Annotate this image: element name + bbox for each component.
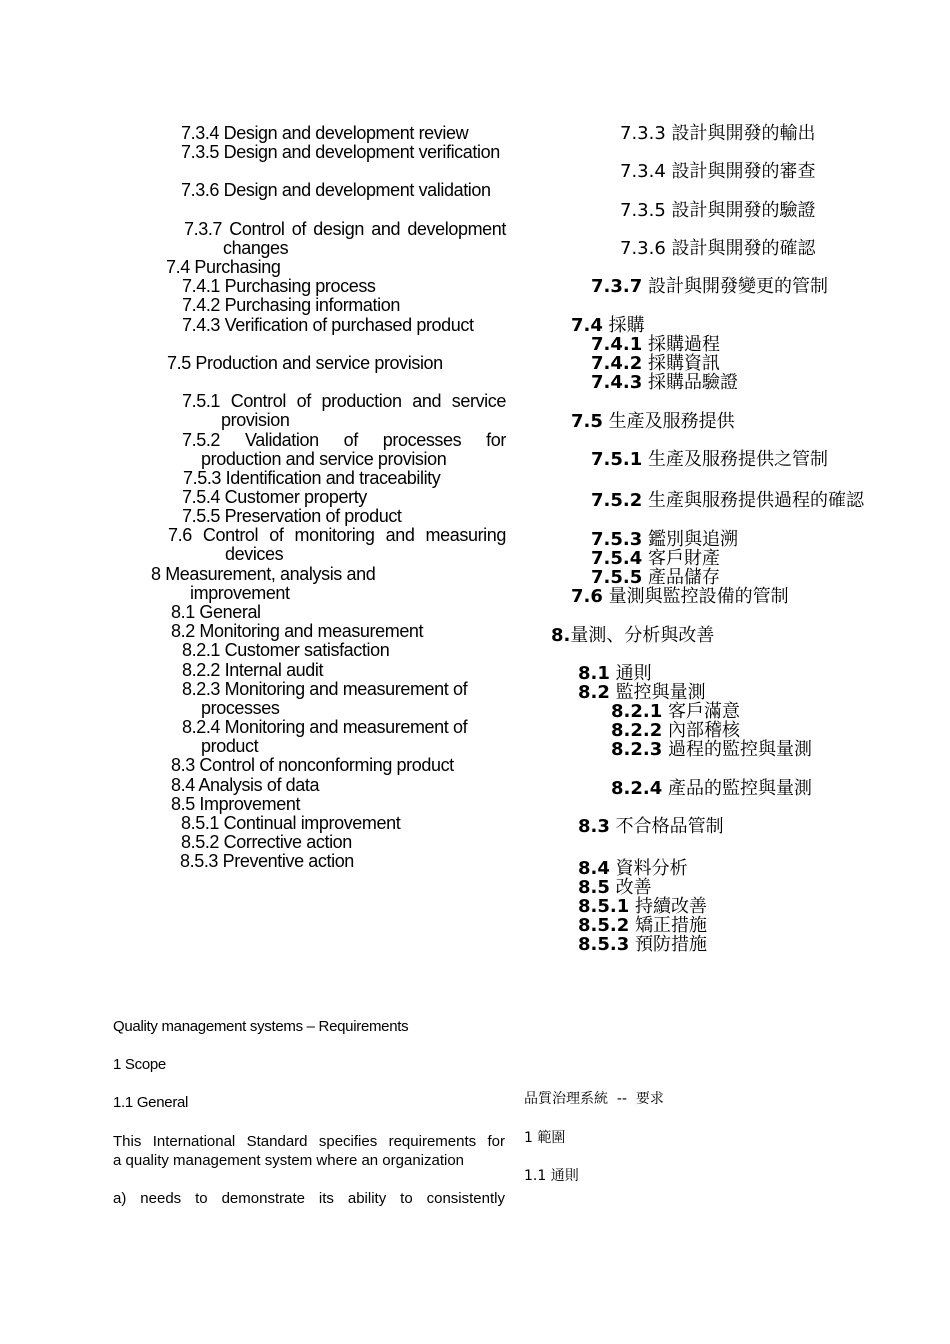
toc-en-item: 8.2.3 Monitoring and measurement of processes xyxy=(182,679,468,719)
section-general-zh: 1.1 通則 xyxy=(524,1168,579,1184)
toc-zh-item: 8.5.1 持續改善 xyxy=(578,896,707,917)
toc-zh-item: 7.5 生產及服務提供 xyxy=(571,411,735,432)
toc-en-item: 7.3.6 Design and development validation xyxy=(181,180,491,200)
toc-zh-item: 8.量測、分析與改善 xyxy=(551,625,715,646)
toc-en-item: 7.6 Control of monitoring and measuring devices xyxy=(168,525,506,565)
toc-zh-item: 7.3.6 設計與開發的確認 xyxy=(620,238,816,259)
toc-en-item: 7.3.5 Design and development verification xyxy=(181,142,500,162)
toc-en-item: 7.4.3 Verification of purchased product xyxy=(182,315,474,335)
toc-en-item: 8.5.2 Corrective action xyxy=(181,832,352,852)
toc-en-item: 7.4.1 Purchasing process xyxy=(182,276,376,296)
toc-zh-item: 8.4 資料分析 xyxy=(578,858,688,879)
toc-en-item: 7.5.1 Control of production and service provision xyxy=(182,391,506,431)
doc-title-en: Quality management systems – Requirements xyxy=(113,1018,409,1035)
toc-zh-item: 8.2.2 內部稽核 xyxy=(611,720,740,741)
toc-zh-item: 7.4.1 採購過程 xyxy=(591,334,720,355)
toc-zh-item: 8.2 監控與量測 xyxy=(578,682,706,703)
toc-zh-item: 7.5.3 鑑別與追溯 xyxy=(591,529,738,550)
toc-en-item: 7.5.3 Identification and traceability xyxy=(183,468,441,488)
toc-en-item: 8.5 Improvement xyxy=(171,794,301,814)
toc-zh-item: 7.5.4 客戶財產 xyxy=(591,548,720,569)
toc-zh-item: 7.4.3 採購品驗證 xyxy=(591,372,738,393)
toc-zh-item: 8.2.4 產品的監控與量測 xyxy=(611,778,812,799)
toc-en-item: 7.5 Production and service provision xyxy=(167,353,443,373)
toc-en-item: 7.5.4 Customer property xyxy=(182,487,367,507)
toc-en-item: 7.3.4 Design and development review xyxy=(181,123,469,143)
toc-en-item: 8.2.2 Internal audit xyxy=(182,660,324,680)
toc-en-item: 8 Measurement, analysis and improvement xyxy=(151,564,376,604)
doc-title-zh: 品質治理系統 -- 要求 xyxy=(524,1091,664,1107)
toc-zh-item: 7.3.4 設計與開發的審查 xyxy=(620,161,816,182)
toc-zh-item: 8.2.3 過程的監控與量測 xyxy=(611,739,812,760)
section-general-en: 1.1 General xyxy=(113,1094,189,1111)
toc-en-item: 8.5.1 Continual improvement xyxy=(181,813,401,833)
toc-zh-item: 7.3.5 設計與開發的驗證 xyxy=(620,200,816,221)
toc-zh-item: 7.5.5 產品儲存 xyxy=(591,567,720,588)
paragraph-line: a quality management system where an organization xyxy=(113,1152,465,1169)
toc-en-item: 8.1 General xyxy=(171,602,261,622)
toc-zh-item: 8.1 通則 xyxy=(578,663,652,684)
toc-en-item: 7.4.2 Purchasing information xyxy=(182,295,400,315)
toc-en-item: 8.2.1 Customer satisfaction xyxy=(182,640,390,660)
toc-en-item: 8.4 Analysis of data xyxy=(171,775,320,795)
toc-zh-item: 7.3.7 設計與開發變更的管制 xyxy=(591,276,828,297)
toc-en-item: 7.5.5 Preservation of product xyxy=(182,506,402,526)
toc-zh-item: 8.5 改善 xyxy=(578,877,652,898)
toc-zh-item: 7.4 採購 xyxy=(571,315,645,336)
toc-zh-item: 8.5.3 預防措施 xyxy=(578,934,707,955)
paragraph-line: a) needs to demonstrate its ability to consistently xyxy=(113,1190,505,1207)
section-scope-en: 1 Scope xyxy=(113,1056,166,1073)
section-scope-zh: 1 範圍 xyxy=(524,1130,566,1146)
toc-zh-item: 8.5.2 矯正措施 xyxy=(578,915,707,936)
toc-en-item: 8.2 Monitoring and measurement xyxy=(171,621,424,641)
toc-zh-item: 7.4.2 採購資訊 xyxy=(591,353,720,374)
toc-en-item: 8.5.3 Preventive action xyxy=(180,851,354,871)
toc-en-item: 8.3 Control of nonconforming product xyxy=(171,755,454,775)
toc-zh-item: 7.3.3 設計與開發的輸出 xyxy=(620,123,816,144)
toc-en-item: 7.5.2 Validation of processes for production and service provision xyxy=(182,430,506,470)
toc-zh-item: 8.3 不合格品管制 xyxy=(578,816,724,837)
toc-en-item: 7.4 Purchasing xyxy=(166,257,281,277)
toc-en-item: 7.3.7 Control of design and development changes xyxy=(184,219,506,259)
toc-zh-item: 7.6 量測與監控設備的管制 xyxy=(571,586,789,607)
toc-en-item: 8.2.4 Monitoring and measurement of product xyxy=(182,717,468,757)
toc-zh-item: 8.2.1 客戶滿意 xyxy=(611,701,740,722)
paragraph-line: This International Standard specifies requirements for xyxy=(113,1133,505,1150)
toc-zh-item: 7.5.2 生產與服務提供過程的確認 xyxy=(591,490,864,511)
toc-zh-item: 7.5.1 生產及服務提供之管制 xyxy=(591,449,828,470)
